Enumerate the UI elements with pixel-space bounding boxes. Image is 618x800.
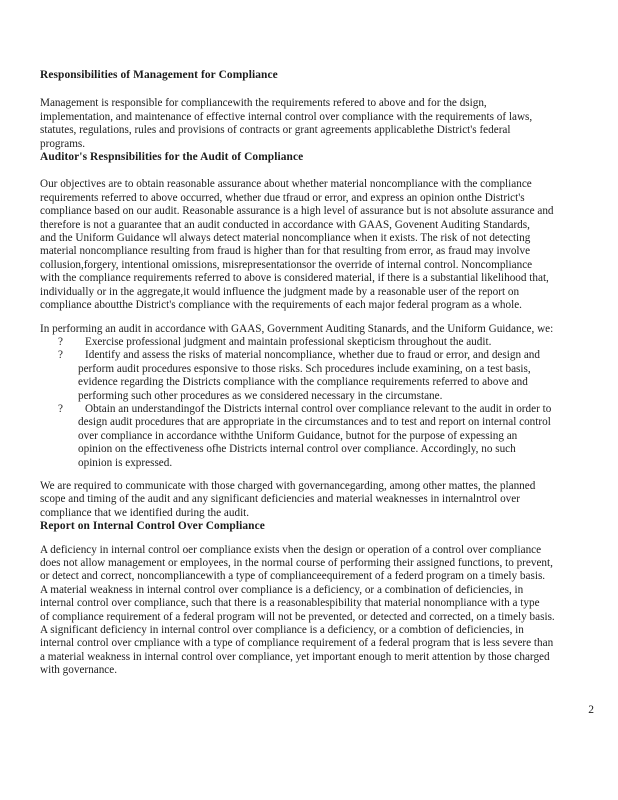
text-line: therefore is not a guarantee that an audit conducted in accordance with GAAS, Govenent Auditing Standards, [40,218,530,231]
bullet-marker: ? [58,349,63,362]
text-line: opinion is expressed. [78,456,173,469]
text-line: does not allow management or employees, in the normal course of performing their assigned functions, to prevent, [40,557,553,569]
text-line: compliance that we identified during the audit. [40,506,250,519]
section-heading-management-responsibilities: Responsibilities of Management for Compliance [40,69,278,81]
text-line: compliance aboutthe District's compliance with the requirements of each major federal program as a whole. [40,299,522,312]
text-line: Identify and assess the risks of material noncompliance, whether due to fraud or error, and design and [85,349,540,362]
text-line: compliance based on our audit. Reasonable assurance is a high level of assurance but is not absolute assurance and [40,205,554,218]
text-line: A material weakness in internal control over compliance is a deficiency, or a combination of deficiencies, in [40,583,524,596]
bullet-list [40,336,582,470]
text-line: opinion on the effectiveness ofhe Districts internal control over compliance. Accordingly, no such [78,443,516,456]
text-line: perform audit procedures esponsive to those risks. Sch procedures include examining, on a test basis, [78,362,531,375]
bullet-item [40,403,582,470]
text-line: Our objectives are to obtain reasonable assurance about whether material noncompliance with the compliance [40,178,532,191]
bullet-item-text [78,336,582,349]
paragraph-management-responsibility [40,97,582,151]
bullet-item [40,336,582,349]
bullet-item [40,349,582,403]
text-line: a material weakness in internal control over compliance, yet important enough to merit attention by those charged [40,650,550,663]
text-line: Exercise professional judgment and maintain professional skepticism throughout the audit. [85,335,492,348]
text-line: design audit procedures that are appropriate in the circumstances and to test and report on internal control [78,416,551,429]
document-content [40,69,582,678]
text-line: internal control over compliance, such that there is a reasonablespibility that material nonompliance with a type [40,597,540,610]
text-line: Management is responsible for compliancewith the requirements refered to above and for the dsign, [40,97,487,110]
text-line: scope and timing of the audit and any significant deficiencies and material weaknesses in internalntrol over [40,493,520,506]
paragraph-in-performing [40,323,582,336]
text-line: with the compliance requirements referred to above is considered material, if there is a substantial likelihood that, [40,272,549,285]
text-line: In performing an audit in accordance with GAAS, Government Auditing Stanards, and the Uniform Guidance, we: [40,322,554,335]
text-line: A deficiency in internal control oer compliance exists vhen the design or operation of a control over compliance [40,543,542,556]
text-line: material noncompliance resulting from fraud is higher than for that resulting from error, as fraud may involve [40,245,531,258]
paragraph-objectives [40,178,582,312]
bullet-marker: ? [58,335,63,348]
text-line: of compliance requirement of a federal program will not be prevented, or detected and corrected, on a timely basis. [40,610,555,623]
section-heading-internal-control: Report on Internal Control Over Compliance [40,520,265,533]
text-line: Obtain an understandingof the Districts internal control over compliance relevant to the audit in order to [85,402,552,415]
text-line: and the Uniform Guidance wll always detect material noncompliance when it exists. The risk of not detecting [40,232,531,245]
text-line: evidence regarding the Districts compliance with the compliance requirements referred to above and [78,376,528,389]
text-line: with governance. [40,664,118,677]
paragraph-deficiency [40,544,582,678]
text-line: performing such other procedures as we considered necessary in the circumstane. [78,389,443,402]
text-line: statutes, regulations, rules and provisions of contracts or grant agreements applicablethe District's federal [40,124,511,137]
bullet-item-text [78,349,582,403]
text-line: requirements referred to above occurred, whether due tfraud or error, and express an opinion onthe District's [40,191,525,204]
section-heading-auditor-responsibilities: Auditor's Respnsibilities for the Audit of Compliance [40,151,304,164]
text-line: over compliance in accordance withthe Uniform Guidance, butnot for the purpose of expessing an [78,429,518,442]
text-line: A significant deficiency in internal control over compliance is a deficiency, or a combtion of deficiencies, in [40,624,524,637]
text-line: internal control over cmpliance with a type of compliance requirement of a federal program that is less severe than [40,637,554,650]
text-line: We are required to communicate with those charged with governancegarding, among other mattes, the planned [40,479,536,492]
bullet-item-text [78,403,582,470]
paragraph-communicate [40,480,582,520]
text-line: programs. [40,137,86,150]
bullet-marker: ? [58,402,63,415]
page-number: 2 [588,704,594,716]
text-line: collusion,forgery, intentional omissions, misrepresentationsor the override of internal control. Noncompliance [40,258,533,271]
text-line: or detect and correct, noncompliancewith a type of complianceequirement of a federd program on a timely basis. [40,570,546,583]
text-line: implementation, and maintenance of effective internal control over compliance with the requirements of laws, [40,110,533,123]
text-line: individually or in the aggregate,it would influence the judgment made by a reasonable user of the report on [40,285,520,298]
